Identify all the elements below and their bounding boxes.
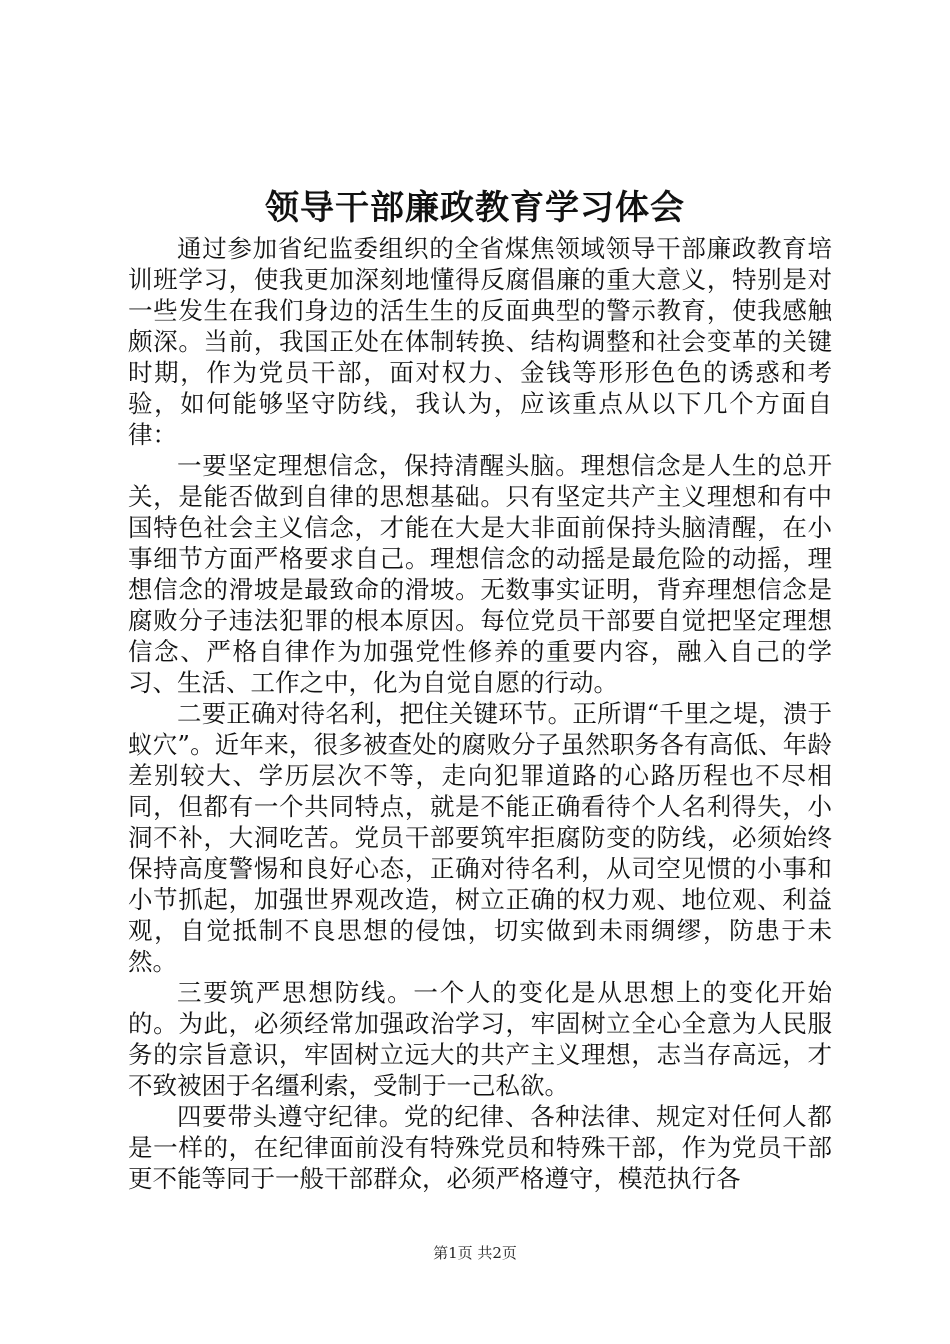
paragraph-point-1: 一要坚定理想信念，保持清醒头脑。理想信念是人生的总开关，是能否做到自律的思想基础。只有坚定共产主义理想和有中国特色社会主义信念，才能在大是大非面前保持头脑清醒，在小事细节方面严格要求自己。理想信念的动摇是最危险的动摇，理想信念的滑坡是最致命的滑坡。无数事实证明，背弃理想信念是腐败分子违法犯罪的根本原因。每位党员干部要自觉把坚定理想信念、严格自律作为加强党性修养的重要内容，融入自己的学习、生活、工作之中，化为自觉自愿的行动。 [128, 451, 832, 697]
document-body [128, 233, 832, 1194]
paragraph-intro: 通过参加省纪监委组织的全省煤焦领域领导干部廉政教育培训班学习，使我更加深刻地懂得反腐倡廉的重大意义，特别是对一些发生在我们身边的活生生的反面典型的警示教育，使我感触颇深。当前，我国正处在体制转换、结构调整和社会变革的关键时期，作为党员干部，面对权力、金钱等形形色色的诱惑和考验，如何能够坚守防线，我认为，应该重点从以下几个方面自律： [128, 234, 832, 449]
paragraph-point-3: 三要筑严思想防线。一个人的变化是从思想上的变化开始的。为此，必须经常加强政治学习，牢固树立全心全意为人民服务的宗旨意识，牢固树立远大的共产主义理想，志当存高远，才不致被困于名缰利索，受制于一己私欲。 [128, 978, 832, 1100]
paragraph-point-4: 四要带头遵守纪律。党的纪律、各种法律、规定对任何人都是一样的，在纪律面前没有特殊党员和特殊干部，作为党员干部更不能等同于一般干部群众，必须严格遵守，模范执行各 [128, 1102, 832, 1193]
page-number-footer: 第1页 共2页 [433, 1244, 517, 1262]
paragraph-point-2: 二要正确对待名利，把住关键环节。正所谓“千里之堤，溃于蚁穴”。近年来，很多被查处的腐败分子虽然职务各有高低、年龄差别较大、学历层次不等，走向犯罪道路的心路历程也不尽相同，但都有一个共同特点，就是不能正确看待个人名利得失，小洞不补，大洞吃苦。党员干部要筑牢拒腐防变的防线，必须始终保持高度警惕和良好心态，正确对待名利，从司空见惯的小事和小节抓起，加强世界观改造，树立正确的权力观、地位观、利益观，自觉抵制不良思想的侵蚀，切实做到未雨绸缪，防患于未然。 [128, 699, 832, 976]
document-title: 领导干部廉政教育学习体会 [265, 188, 685, 228]
